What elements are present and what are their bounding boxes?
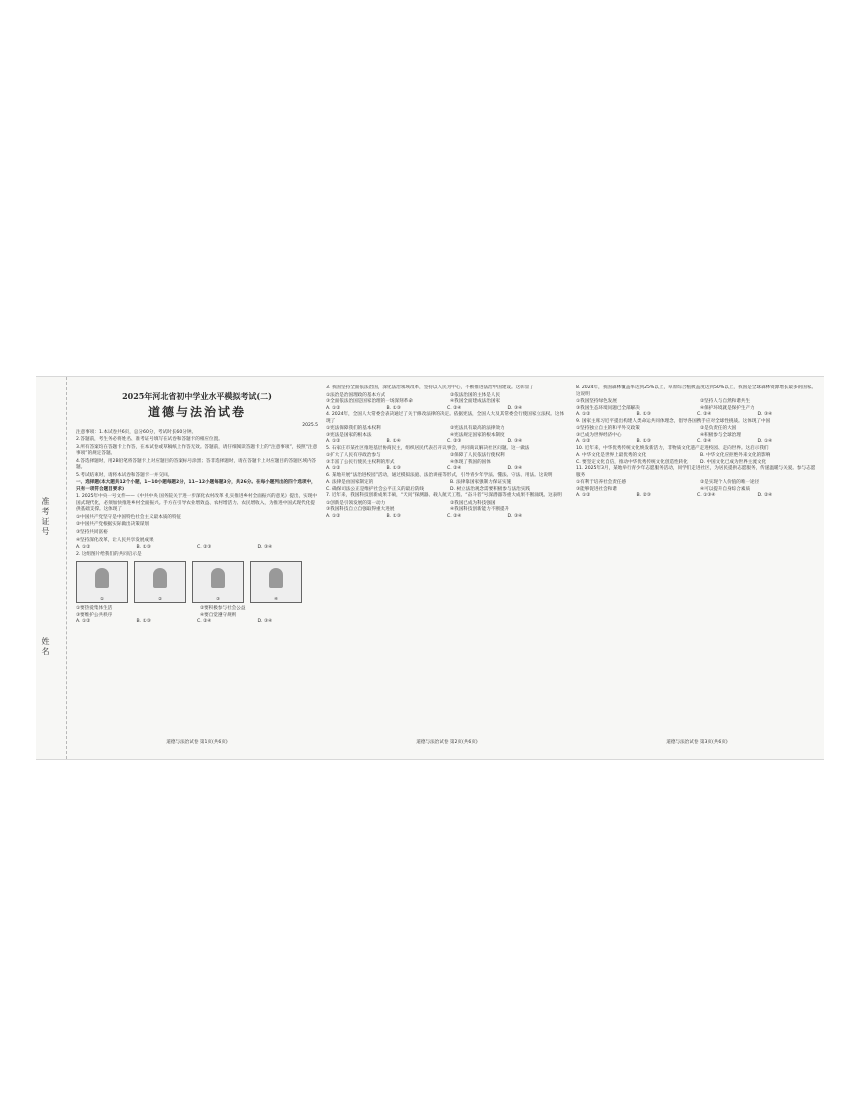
choice: D. ③④ [507, 439, 523, 445]
option: ④我国全面建成法治国家 [450, 399, 501, 405]
answer-choices [76, 545, 318, 552]
option-grid [576, 453, 818, 466]
question-text: 5. 石家庄市某社区推进基层协商民主，组织居民代表召开议事会，共同商议解决社区问题。这一做法 [326, 445, 530, 451]
option: ②是实现个人价值的唯一途径 [700, 480, 760, 486]
option: ②宪法具有最高的法律效力 [450, 426, 505, 432]
page-footer: 道德与法治试卷 第3页(共6页) [666, 740, 728, 746]
choice: D. ③④ [507, 513, 523, 519]
option: ④可以提升自身综合素质 [700, 486, 751, 492]
option: ①中国共产党坚守是中国特色社会主义最本质的特征 [76, 514, 182, 520]
picture-row [76, 561, 318, 603]
choice: B. ①③ [636, 439, 651, 445]
option: ②要积极参与社会公益 [200, 606, 246, 612]
question-text: 4. 2024年，全国人大常委会表决通过了关于修改法律的决定。依据宪法，全国人大及其常委会行使国家立法权。这体现了 [326, 412, 565, 424]
name-label: 姓名 [41, 637, 50, 657]
answer-choices [576, 493, 818, 500]
page-footer: 道德与法治试卷 第1页(共6页) [166, 740, 228, 746]
option: ①我国坚持绿色发展 [576, 399, 617, 405]
option: ③丰富了公民行使民主权利的形式 [326, 459, 395, 465]
choice: D. ③④ [507, 466, 523, 472]
notice-item: 2.答题前，考生务必将姓名、准考证号填写在试卷和答题卡的相应位置。 [76, 437, 223, 443]
option: B. 中华文化应拒绝外来文化的影响 [700, 453, 771, 459]
answer-choices [576, 439, 818, 446]
option: ③我国科技自立自强取得重大进展 [326, 507, 395, 513]
choice: A. ①② [326, 466, 341, 472]
exam-sheet [36, 376, 824, 760]
question-list [326, 385, 568, 520]
option: ②保障了人民依法行使权利 [450, 453, 505, 459]
option: ③全面依法治国是国家治理的一场深刻革命 [326, 399, 413, 405]
option: ②依法治国的主体是人民 [450, 392, 501, 398]
choice: A. ①② [326, 513, 341, 519]
exam-title: 2025年河北省初中学业水平模拟考试(二) [122, 391, 272, 401]
option: ①要热爱集体生活 [76, 606, 113, 612]
notice-item: 注意事项：1.本试卷共6页，总分60分，考试时长60分钟。 [76, 429, 197, 435]
page-3 [576, 385, 818, 747]
answer-choices [76, 619, 318, 626]
choice: C. ②④ [197, 619, 212, 625]
picture: ② [134, 561, 186, 603]
choice: A. ①② [326, 439, 341, 445]
picture: ③ [192, 561, 244, 603]
answer-choices [326, 439, 568, 446]
page-footer: 道德与法治试卷 第2页(共6页) [416, 740, 478, 746]
choice: D. ③④ [257, 545, 273, 551]
option: ③宪法是国家的根本法 [326, 432, 372, 438]
choice: A. ①② [76, 545, 91, 551]
exam-id-label: 准考证号 [41, 497, 50, 537]
option: ①法治是治国理政的基本方式 [326, 392, 386, 398]
binding-margin [36, 377, 67, 759]
notice-item: 3.所有答案均在答题卡上作答，在本试卷或草稿纸上作答无效。答题前，请仔细阅读答题卡上的“注意事项”，按照“注意事项”的规定答题。 [76, 444, 318, 457]
choice: D. ①④ [757, 439, 773, 445]
choice: B. ①③ [386, 466, 401, 472]
picture: ① [76, 561, 128, 603]
choice: B. ①③ [136, 619, 151, 625]
option-grid [326, 426, 568, 439]
answer-choices [576, 412, 818, 419]
option: ②坚持人与自然和谐共生 [700, 399, 751, 405]
choice: A. ①② [576, 493, 591, 499]
option: ④坚持深化改革，让人民共享发展成果 [76, 537, 154, 543]
option: ③要维护公共秩序 [76, 612, 113, 618]
option: ③能够促进社会和谐 [576, 486, 617, 492]
option-grid [326, 480, 568, 493]
choice: A. ①② [326, 405, 341, 411]
option: ①宪法保障我们的基本权利 [326, 426, 381, 432]
section-heading: 一、选择题(本大题共12个小题，1~10小题每题2分，11~12小题每题3分，共26分。在每小题列出的四个选项中，只有一项符合题目要求) [76, 480, 316, 492]
option: C. 要坚定文化自信，推动中华优秀传统文化创造性转化 [576, 459, 688, 465]
question-text: 6. 某地开展“法治进校园”活动，通过模拟法庭、法治讲座等形式，引导青少年学法、懂法、守法、用法。这说明 [326, 472, 553, 478]
choice: D. ②④ [757, 493, 773, 499]
option: ②是负责任的大国 [700, 426, 737, 432]
choice: D. ③④ [757, 412, 773, 418]
question-text: 9. 国家主席习近平提出构建人类命运共同体理念，倡导各国携手应对全球性挑战。这体现了中国 [576, 418, 771, 424]
notice-item: 4.答选择题时，用2B铅笔将答题卡上对应题目的答案标号涂黑；答非选择题时，请在答题卡上对应题目的答题区域内答题。 [76, 458, 317, 471]
choice: B. ①③ [136, 545, 151, 551]
exam-date: 2025.5 [302, 423, 318, 429]
choice: C. ②③ [197, 545, 212, 551]
picture: ④ [250, 561, 302, 603]
choice: B. ①③ [386, 405, 401, 411]
option: ④积极参与全球治理 [700, 432, 741, 438]
choice: C. ②④ [697, 412, 712, 418]
choice: B. ①③ [386, 513, 401, 519]
choice: B. ①③ [636, 412, 651, 418]
option: ④体现了我国的国体 [450, 459, 491, 465]
option: ④我国科技创新能力不断提升 [450, 507, 510, 513]
question-text: 10. 近年来，中华优秀传统文化焕发新活力，非物质文化遗产走进校园、走向世界。这启示我们 [576, 445, 769, 451]
answer-choices [326, 514, 568, 521]
choice: C. ②④ [697, 439, 712, 445]
question-text: 2. 这组图片给我们的共同启示是 [76, 551, 142, 557]
choice: C. ①③④ [697, 493, 716, 499]
page-1 [76, 385, 318, 747]
option-grid [326, 453, 568, 466]
option: A. 中华文化是世界上最优秀的文化 [576, 453, 647, 459]
option: D. 树立法治观念需要积极参与法治实践 [450, 486, 530, 492]
question-text: 3. 我国坚持全面依法治国，深化法治领域改革，坚持以人民为中心，不断推进法治中国建设。这彰显了 [326, 385, 534, 390]
option: ①创新是引领发展的第一动力 [326, 500, 386, 506]
choice: C. ②④ [447, 466, 462, 472]
option: D. 中国文化已成为世界主流文化 [700, 459, 767, 465]
question-text: 1. 2025年中央一号文件——《中共中央 国务院关于进一步深化农村改革 扎实推进乡村全面振兴的意见》提出，实现中国式现代化，必须加快推进乡村全面振兴。手方在引导农业增效益、农村增活力、农民增收入，为推进中国式现代化提供基础支撑。这体现了 [76, 494, 317, 513]
option: ②我国已成为科技强国 [450, 500, 496, 506]
option-grid [326, 393, 568, 406]
choice: A. ①② [576, 412, 591, 418]
notice-block [76, 430, 318, 480]
notice-item: 5.考试结束时，请将本试卷和答题卡一并交回。 [76, 472, 173, 478]
page-2 [326, 385, 568, 747]
option: ②中国共产党根据实际做出决策谋划 [76, 522, 150, 528]
option: ④要自觉遵守规则 [200, 612, 237, 618]
option: C. 确保司法公正是维护社会公平正义的最后防线 [326, 486, 425, 492]
option: ①有利于培养社会责任感 [576, 480, 627, 486]
option: ④宪法规定国家的根本制度 [450, 432, 505, 438]
question-text: 11. 2025年3月，某地举行青少年志愿服务活动，同学们走进社区，为居民提供志愿服务，传递温暖与关爱。参与志愿服务 [576, 466, 816, 478]
answer-choices [326, 466, 568, 473]
choice: B. ①④ [386, 439, 401, 445]
choice: C. ②③ [447, 439, 462, 445]
subject-title: 道德与法治试卷 [147, 405, 246, 420]
question-text: 8. 2024年，我国森林覆盖率达到25%以上，草原综合植被盖度达到50%以上，我国是全球森林资源增长最多的国家。这说明 [576, 385, 817, 397]
option-grid [576, 399, 818, 412]
option-grid [76, 606, 318, 619]
choice: D. ③④ [507, 405, 523, 411]
choice: C. ②④ [447, 513, 462, 519]
option: ③已成为世界经济中心 [576, 432, 622, 438]
option: ④保护环境就是保护生产力 [700, 405, 755, 411]
option-grid [326, 501, 568, 514]
question-text: 7. 近年来，我国科技创新成果丰硕，“天问”探测器、载人航天工程、“奋斗者”号深潜器等重大成果不断涌现。这表明 [326, 493, 562, 499]
choice: D. ③④ [257, 619, 273, 625]
option-grid [576, 480, 818, 493]
option: ③我国生态环境问题已全部解决 [576, 405, 640, 411]
option: ③坚持共同富裕 [76, 529, 108, 535]
choice: C. ②④ [447, 405, 462, 411]
option: ①坚持独立自主的和平外交政策 [576, 426, 640, 432]
option: B. 法律靠国家强制力保证实施 [450, 480, 512, 486]
option: A. 法律是由国家制定的 [326, 480, 374, 486]
choice: A. ①② [576, 439, 591, 445]
choice: B. ②③ [636, 493, 651, 499]
option: ①扩大了人民有序政治参与 [326, 453, 381, 459]
choice: A. ①② [76, 619, 91, 625]
question-list [576, 385, 818, 500]
option-grid [576, 426, 818, 439]
